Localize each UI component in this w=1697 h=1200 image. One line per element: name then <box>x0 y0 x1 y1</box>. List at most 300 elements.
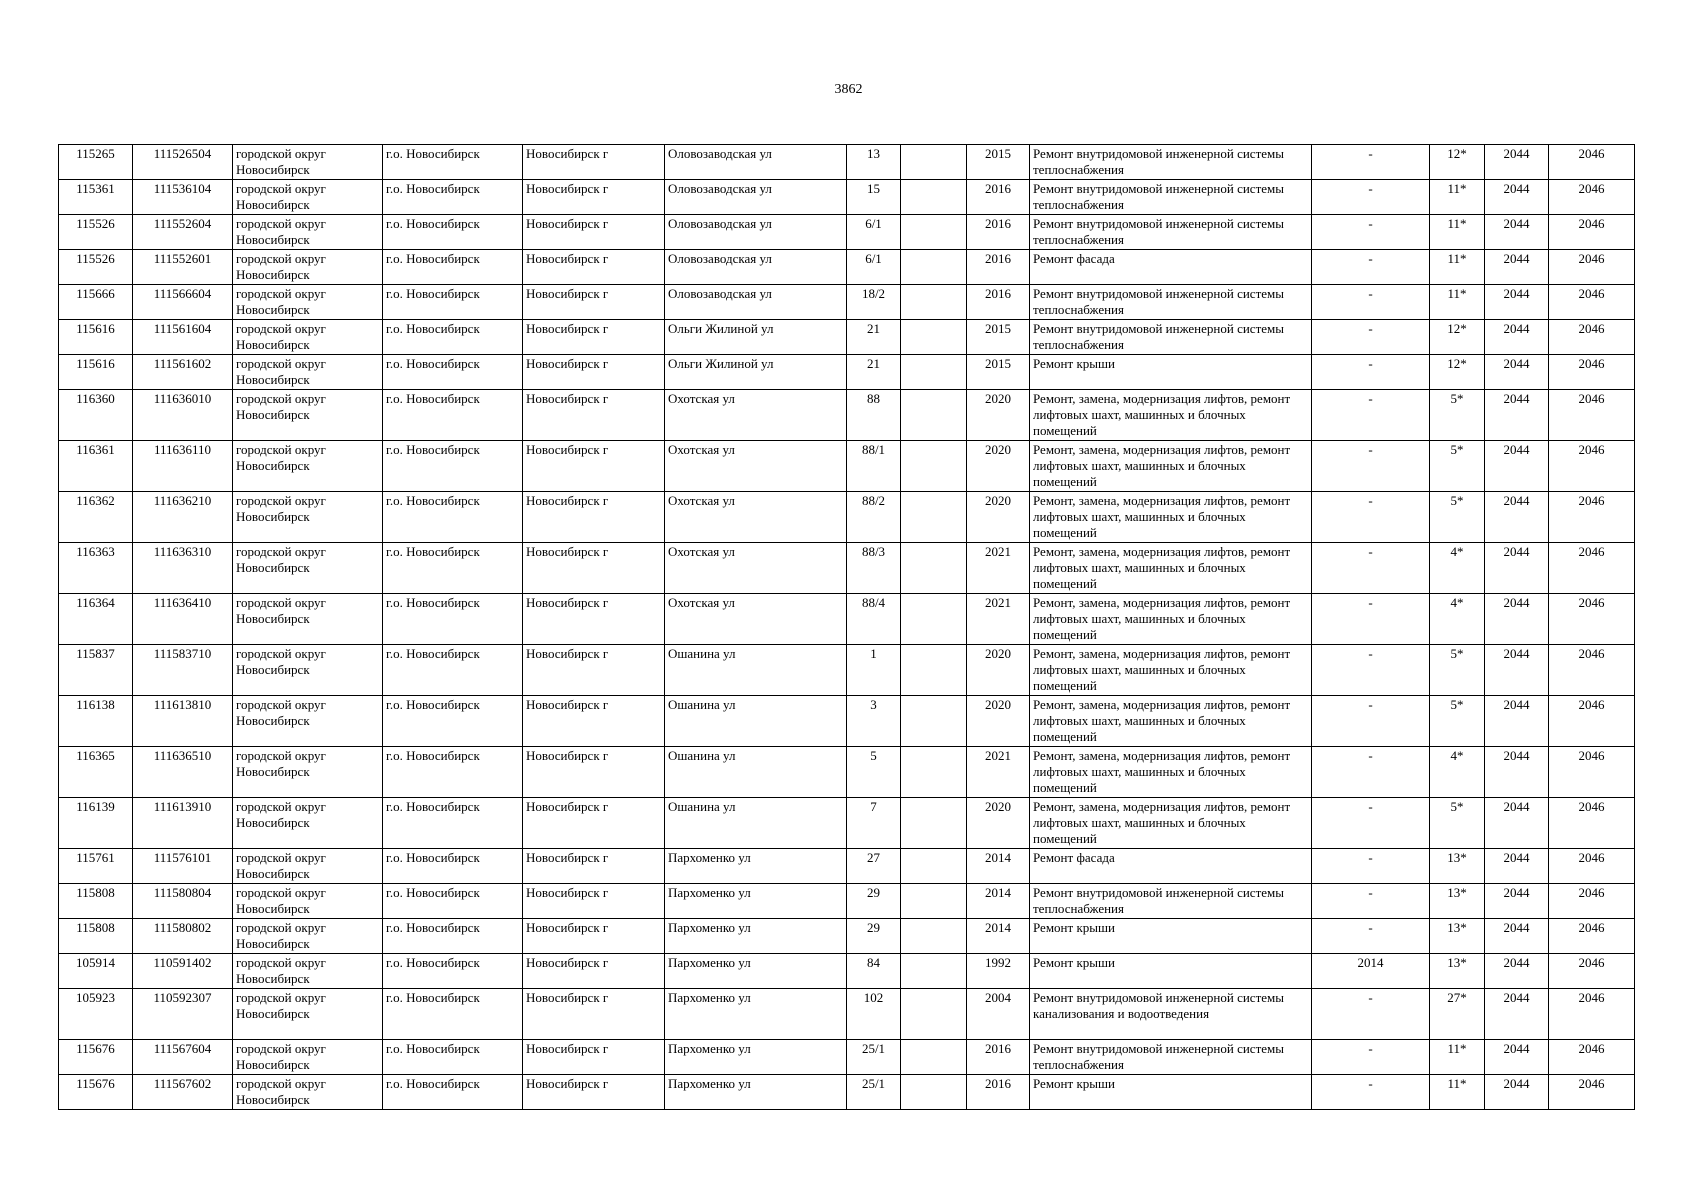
row-district: городской округ Новосибирск <box>233 543 383 594</box>
row-municipality: г.о. Новосибирск <box>383 954 523 989</box>
row-locality: Новосибирск г <box>523 645 665 696</box>
row-last-repair: - <box>1312 543 1430 594</box>
row-building <box>901 180 967 215</box>
row-last-repair: - <box>1312 1040 1430 1075</box>
row-plan-end: 2046 <box>1549 180 1635 215</box>
row-municipality: г.о. Новосибирск <box>383 145 523 180</box>
row-district: городской округ Новосибирск <box>233 355 383 390</box>
row-work-type: Ремонт фасада <box>1030 849 1312 884</box>
row-district: городской округ Новосибирск <box>233 989 383 1040</box>
row-year-built: 1992 <box>967 954 1030 989</box>
row-id: 116360 <box>59 390 133 441</box>
table-row <box>59 1040 1635 1075</box>
row-building <box>901 989 967 1040</box>
row-building <box>901 696 967 747</box>
row-last-repair: - <box>1312 320 1430 355</box>
table-row <box>59 954 1635 989</box>
row-id: 115808 <box>59 919 133 954</box>
row-district: городской округ Новосибирск <box>233 594 383 645</box>
row-id: 116365 <box>59 747 133 798</box>
row-municipality: г.о. Новосибирск <box>383 919 523 954</box>
row-house: 21 <box>847 355 901 390</box>
row-house: 6/1 <box>847 250 901 285</box>
row-municipality: г.о. Новосибирск <box>383 355 523 390</box>
row-id: 115666 <box>59 285 133 320</box>
row-plan-end: 2046 <box>1549 849 1635 884</box>
row-work-type: Ремонт крыши <box>1030 954 1312 989</box>
row-plan-start: 2044 <box>1485 492 1549 543</box>
row-house: 88/1 <box>847 441 901 492</box>
row-year-built: 2020 <box>967 696 1030 747</box>
row-term: 12* <box>1430 320 1485 355</box>
row-street: Ольги Жилиной ул <box>665 320 847 355</box>
row-plan-end: 2046 <box>1549 696 1635 747</box>
row-term: 5* <box>1430 696 1485 747</box>
row-plan-start: 2044 <box>1485 919 1549 954</box>
row-last-repair: - <box>1312 285 1430 320</box>
row-plan-start: 2044 <box>1485 849 1549 884</box>
row-locality: Новосибирск г <box>523 594 665 645</box>
row-last-repair: - <box>1312 849 1430 884</box>
row-plan-start: 2044 <box>1485 954 1549 989</box>
row-building <box>901 747 967 798</box>
row-building <box>901 849 967 884</box>
row-term: 4* <box>1430 543 1485 594</box>
row-year-built: 2020 <box>967 645 1030 696</box>
table-row <box>59 989 1635 1040</box>
row-locality: Новосибирск г <box>523 849 665 884</box>
row-id: 105914 <box>59 954 133 989</box>
row-id: 115616 <box>59 320 133 355</box>
row-street: Оловозаводская ул <box>665 215 847 250</box>
table-row <box>59 441 1635 492</box>
row-locality: Новосибирск г <box>523 884 665 919</box>
row-year-built: 2004 <box>967 989 1030 1040</box>
row-id: 115837 <box>59 645 133 696</box>
row-year-built: 2016 <box>967 1040 1030 1075</box>
row-term: 13* <box>1430 919 1485 954</box>
row-building <box>901 1040 967 1075</box>
row-locality: Новосибирск г <box>523 989 665 1040</box>
row-last-repair: - <box>1312 441 1430 492</box>
row-term: 11* <box>1430 1075 1485 1110</box>
row-municipality: г.о. Новосибирск <box>383 747 523 798</box>
row-id: 116361 <box>59 441 133 492</box>
row-house: 102 <box>847 989 901 1040</box>
row-building <box>901 145 967 180</box>
row-district: городской округ Новосибирск <box>233 215 383 250</box>
row-last-repair: - <box>1312 145 1430 180</box>
row-year-built: 2016 <box>967 1075 1030 1110</box>
row-code: 110591402 <box>133 954 233 989</box>
row-municipality: г.о. Новосибирск <box>383 285 523 320</box>
row-district: городской округ Новосибирск <box>233 1040 383 1075</box>
row-term: 4* <box>1430 747 1485 798</box>
row-code: 111636510 <box>133 747 233 798</box>
row-district: городской округ Новосибирск <box>233 441 383 492</box>
row-street: Ошанина ул <box>665 747 847 798</box>
row-id: 115676 <box>59 1040 133 1075</box>
row-street: Пархоменко ул <box>665 989 847 1040</box>
table-row <box>59 919 1635 954</box>
row-street: Пархоменко ул <box>665 1040 847 1075</box>
row-term: 12* <box>1430 145 1485 180</box>
row-term: 5* <box>1430 645 1485 696</box>
row-code: 111636010 <box>133 390 233 441</box>
row-term: 11* <box>1430 285 1485 320</box>
row-street: Ольги Жилиной ул <box>665 355 847 390</box>
row-plan-start: 2044 <box>1485 543 1549 594</box>
row-street: Ошанина ул <box>665 696 847 747</box>
row-municipality: г.о. Новосибирск <box>383 645 523 696</box>
row-code: 111552604 <box>133 215 233 250</box>
row-last-repair: - <box>1312 645 1430 696</box>
row-work-type: Ремонт, замена, модернизация лифтов, ремонт лифтовых шахт, машинных и блочных помещений <box>1030 543 1312 594</box>
row-municipality: г.о. Новосибирск <box>383 798 523 849</box>
row-plan-end: 2046 <box>1549 645 1635 696</box>
row-year-built: 2020 <box>967 492 1030 543</box>
row-district: городской округ Новосибирск <box>233 919 383 954</box>
row-work-type: Ремонт фасада <box>1030 250 1312 285</box>
row-id: 116139 <box>59 798 133 849</box>
row-street: Охотская ул <box>665 390 847 441</box>
row-street: Оловозаводская ул <box>665 250 847 285</box>
row-plan-start: 2044 <box>1485 747 1549 798</box>
row-year-built: 2014 <box>967 919 1030 954</box>
row-term: 12* <box>1430 355 1485 390</box>
row-work-type: Ремонт, замена, модернизация лифтов, ремонт лифтовых шахт, машинных и блочных помещений <box>1030 594 1312 645</box>
page-number: 3862 <box>834 82 863 97</box>
row-building <box>901 390 967 441</box>
row-district: городской округ Новосибирск <box>233 145 383 180</box>
row-building <box>901 215 967 250</box>
row-id: 105923 <box>59 989 133 1040</box>
row-house: 3 <box>847 696 901 747</box>
row-municipality: г.о. Новосибирск <box>383 441 523 492</box>
row-id: 115526 <box>59 215 133 250</box>
row-code: 111636310 <box>133 543 233 594</box>
row-building <box>901 645 967 696</box>
row-term: 5* <box>1430 390 1485 441</box>
row-street: Пархоменко ул <box>665 919 847 954</box>
row-municipality: г.о. Новосибирск <box>383 492 523 543</box>
row-work-type: Ремонт, замена, модернизация лифтов, ремонт лифтовых шахт, машинных и блочных помещений <box>1030 645 1312 696</box>
row-street: Оловозаводская ул <box>665 285 847 320</box>
row-house: 18/2 <box>847 285 901 320</box>
row-year-built: 2015 <box>967 145 1030 180</box>
row-code: 111561602 <box>133 355 233 390</box>
row-id: 115526 <box>59 250 133 285</box>
table-row <box>59 145 1635 180</box>
row-code: 110592307 <box>133 989 233 1040</box>
row-house: 25/1 <box>847 1075 901 1110</box>
row-building <box>901 492 967 543</box>
row-code: 111580804 <box>133 884 233 919</box>
row-plan-end: 2046 <box>1549 390 1635 441</box>
row-street: Ошанина ул <box>665 798 847 849</box>
row-street: Оловозаводская ул <box>665 180 847 215</box>
row-plan-end: 2046 <box>1549 355 1635 390</box>
row-building <box>901 285 967 320</box>
row-plan-start: 2044 <box>1485 798 1549 849</box>
table-row <box>59 250 1635 285</box>
row-locality: Новосибирск г <box>523 285 665 320</box>
table-row <box>59 747 1635 798</box>
row-last-repair: - <box>1312 215 1430 250</box>
row-plan-end: 2046 <box>1549 441 1635 492</box>
row-code: 111552601 <box>133 250 233 285</box>
row-work-type: Ремонт внутридомовой инженерной системы теплоснабжения <box>1030 1040 1312 1075</box>
row-house: 88/4 <box>847 594 901 645</box>
row-municipality: г.о. Новосибирск <box>383 594 523 645</box>
row-locality: Новосибирск г <box>523 441 665 492</box>
row-last-repair: - <box>1312 798 1430 849</box>
row-term: 11* <box>1430 180 1485 215</box>
row-street: Пархоменко ул <box>665 884 847 919</box>
row-house: 1 <box>847 645 901 696</box>
row-last-repair: - <box>1312 250 1430 285</box>
row-plan-end: 2046 <box>1549 594 1635 645</box>
row-district: городской округ Новосибирск <box>233 285 383 320</box>
row-municipality: г.о. Новосибирск <box>383 696 523 747</box>
table-row <box>59 390 1635 441</box>
row-municipality: г.о. Новосибирск <box>383 390 523 441</box>
row-building <box>901 594 967 645</box>
row-municipality: г.о. Новосибирск <box>383 543 523 594</box>
row-building <box>901 919 967 954</box>
row-house: 13 <box>847 145 901 180</box>
row-building <box>901 320 967 355</box>
row-id: 116364 <box>59 594 133 645</box>
row-street: Оловозаводская ул <box>665 145 847 180</box>
row-plan-end: 2046 <box>1549 145 1635 180</box>
row-plan-end: 2046 <box>1549 250 1635 285</box>
row-district: городской округ Новосибирск <box>233 250 383 285</box>
row-district: городской округ Новосибирск <box>233 390 383 441</box>
row-work-type: Ремонт внутридомовой инженерной системы теплоснабжения <box>1030 884 1312 919</box>
row-code: 111536104 <box>133 180 233 215</box>
row-code: 111576101 <box>133 849 233 884</box>
row-code: 111636210 <box>133 492 233 543</box>
row-street: Охотская ул <box>665 594 847 645</box>
row-last-repair: - <box>1312 696 1430 747</box>
row-id: 115808 <box>59 884 133 919</box>
row-street: Пархоменко ул <box>665 849 847 884</box>
row-district: городской округ Новосибирск <box>233 798 383 849</box>
table-row <box>59 798 1635 849</box>
row-term: 4* <box>1430 594 1485 645</box>
row-year-built: 2014 <box>967 884 1030 919</box>
row-code: 111567602 <box>133 1075 233 1110</box>
row-house: 6/1 <box>847 215 901 250</box>
row-district: городской округ Новосибирск <box>233 954 383 989</box>
row-house: 84 <box>847 954 901 989</box>
row-building <box>901 884 967 919</box>
table-row <box>59 1075 1635 1110</box>
row-last-repair: - <box>1312 180 1430 215</box>
row-year-built: 2021 <box>967 747 1030 798</box>
row-plan-start: 2044 <box>1485 285 1549 320</box>
row-work-type: Ремонт, замена, модернизация лифтов, ремонт лифтовых шахт, машинных и блочных помещений <box>1030 441 1312 492</box>
row-code: 111567604 <box>133 1040 233 1075</box>
row-plan-start: 2044 <box>1485 355 1549 390</box>
row-street: Ошанина ул <box>665 645 847 696</box>
row-id: 115676 <box>59 1075 133 1110</box>
row-id: 116363 <box>59 543 133 594</box>
row-term: 5* <box>1430 492 1485 543</box>
row-district: городской округ Новосибирск <box>233 492 383 543</box>
row-plan-start: 2044 <box>1485 696 1549 747</box>
row-locality: Новосибирск г <box>523 954 665 989</box>
row-locality: Новосибирск г <box>523 215 665 250</box>
row-term: 11* <box>1430 215 1485 250</box>
row-term: 27* <box>1430 989 1485 1040</box>
table-row <box>59 215 1635 250</box>
row-work-type: Ремонт, замена, модернизация лифтов, ремонт лифтовых шахт, машинных и блочных помещений <box>1030 390 1312 441</box>
row-plan-start: 2044 <box>1485 441 1549 492</box>
row-last-repair: - <box>1312 989 1430 1040</box>
table-row <box>59 696 1635 747</box>
row-locality: Новосибирск г <box>523 145 665 180</box>
row-municipality: г.о. Новосибирск <box>383 989 523 1040</box>
row-term: 5* <box>1430 798 1485 849</box>
row-street: Пархоменко ул <box>665 954 847 989</box>
row-street: Охотская ул <box>665 492 847 543</box>
row-year-built: 2020 <box>967 798 1030 849</box>
row-locality: Новосибирск г <box>523 747 665 798</box>
table-row <box>59 884 1635 919</box>
row-municipality: г.о. Новосибирск <box>383 215 523 250</box>
row-street: Пархоменко ул <box>665 1075 847 1110</box>
row-term: 13* <box>1430 849 1485 884</box>
row-term: 5* <box>1430 441 1485 492</box>
row-street: Охотская ул <box>665 441 847 492</box>
row-house: 7 <box>847 798 901 849</box>
row-year-built: 2021 <box>967 543 1030 594</box>
row-municipality: г.о. Новосибирск <box>383 849 523 884</box>
table-row <box>59 492 1635 543</box>
row-district: городской округ Новосибирск <box>233 320 383 355</box>
row-code: 111580802 <box>133 919 233 954</box>
row-building <box>901 250 967 285</box>
row-work-type: Ремонт внутридомовой инженерной системы теплоснабжения <box>1030 180 1312 215</box>
row-work-type: Ремонт крыши <box>1030 355 1312 390</box>
row-plan-start: 2044 <box>1485 989 1549 1040</box>
row-house: 25/1 <box>847 1040 901 1075</box>
table-row <box>59 645 1635 696</box>
row-work-type: Ремонт, замена, модернизация лифтов, ремонт лифтовых шахт, машинных и блочных помещений <box>1030 747 1312 798</box>
table-row <box>59 849 1635 884</box>
row-plan-end: 2046 <box>1549 543 1635 594</box>
table-row <box>59 594 1635 645</box>
row-house: 21 <box>847 320 901 355</box>
row-plan-end: 2046 <box>1549 919 1635 954</box>
row-year-built: 2020 <box>967 441 1030 492</box>
row-id: 115616 <box>59 355 133 390</box>
row-last-repair: - <box>1312 594 1430 645</box>
row-plan-start: 2044 <box>1485 645 1549 696</box>
row-municipality: г.о. Новосибирск <box>383 884 523 919</box>
row-municipality: г.о. Новосибирск <box>383 1075 523 1110</box>
row-plan-start: 2044 <box>1485 320 1549 355</box>
table-row <box>59 285 1635 320</box>
row-plan-end: 2046 <box>1549 798 1635 849</box>
repair-schedule-table <box>58 144 1635 1110</box>
row-plan-end: 2046 <box>1549 954 1635 989</box>
row-district: городской округ Новосибирск <box>233 1075 383 1110</box>
row-plan-end: 2046 <box>1549 215 1635 250</box>
row-work-type: Ремонт внутридомовой инженерной системы теплоснабжения <box>1030 145 1312 180</box>
row-code: 111613910 <box>133 798 233 849</box>
row-year-built: 2020 <box>967 390 1030 441</box>
row-plan-end: 2046 <box>1549 884 1635 919</box>
row-plan-start: 2044 <box>1485 1075 1549 1110</box>
row-plan-end: 2046 <box>1549 989 1635 1040</box>
row-work-type: Ремонт, замена, модернизация лифтов, ремонт лифтовых шахт, машинных и блочных помещений <box>1030 696 1312 747</box>
row-last-repair: - <box>1312 884 1430 919</box>
row-year-built: 2015 <box>967 320 1030 355</box>
row-locality: Новосибирск г <box>523 543 665 594</box>
row-plan-end: 2046 <box>1549 747 1635 798</box>
row-municipality: г.о. Новосибирск <box>383 1040 523 1075</box>
row-district: городской округ Новосибирск <box>233 696 383 747</box>
row-last-repair: - <box>1312 390 1430 441</box>
row-plan-start: 2044 <box>1485 390 1549 441</box>
row-locality: Новосибирск г <box>523 250 665 285</box>
row-work-type: Ремонт внутридомовой инженерной системы теплоснабжения <box>1030 285 1312 320</box>
row-year-built: 2016 <box>967 285 1030 320</box>
row-term: 13* <box>1430 884 1485 919</box>
row-year-built: 2021 <box>967 594 1030 645</box>
row-house: 15 <box>847 180 901 215</box>
row-plan-start: 2044 <box>1485 1040 1549 1075</box>
row-work-type: Ремонт внутридомовой инженерной системы канализования и водоотведения <box>1030 989 1312 1040</box>
row-locality: Новосибирск г <box>523 492 665 543</box>
row-locality: Новосибирск г <box>523 180 665 215</box>
row-district: городской округ Новосибирск <box>233 884 383 919</box>
row-id: 115265 <box>59 145 133 180</box>
table-row <box>59 355 1635 390</box>
row-district: городской округ Новосибирск <box>233 747 383 798</box>
row-house: 88 <box>847 390 901 441</box>
row-locality: Новосибирск г <box>523 919 665 954</box>
row-plan-start: 2044 <box>1485 180 1549 215</box>
row-last-repair: - <box>1312 492 1430 543</box>
row-work-type: Ремонт, замена, модернизация лифтов, ремонт лифтовых шахт, машинных и блочных помещений <box>1030 492 1312 543</box>
row-work-type: Ремонт крыши <box>1030 1075 1312 1110</box>
row-year-built: 2014 <box>967 849 1030 884</box>
row-year-built: 2016 <box>967 250 1030 285</box>
table-row <box>59 543 1635 594</box>
row-locality: Новосибирск г <box>523 320 665 355</box>
row-work-type: Ремонт крыши <box>1030 919 1312 954</box>
row-plan-start: 2044 <box>1485 215 1549 250</box>
table-body <box>59 145 1635 1110</box>
table-row <box>59 320 1635 355</box>
row-code: 111561604 <box>133 320 233 355</box>
row-year-built: 2016 <box>967 215 1030 250</box>
row-municipality: г.о. Новосибирск <box>383 320 523 355</box>
row-locality: Новосибирск г <box>523 390 665 441</box>
row-locality: Новосибирск г <box>523 696 665 747</box>
row-term: 11* <box>1430 1040 1485 1075</box>
row-plan-end: 2046 <box>1549 492 1635 543</box>
row-house: 29 <box>847 919 901 954</box>
row-locality: Новосибирск г <box>523 1075 665 1110</box>
row-last-repair: - <box>1312 355 1430 390</box>
row-locality: Новосибирск г <box>523 1040 665 1075</box>
row-last-repair: 2014 <box>1312 954 1430 989</box>
